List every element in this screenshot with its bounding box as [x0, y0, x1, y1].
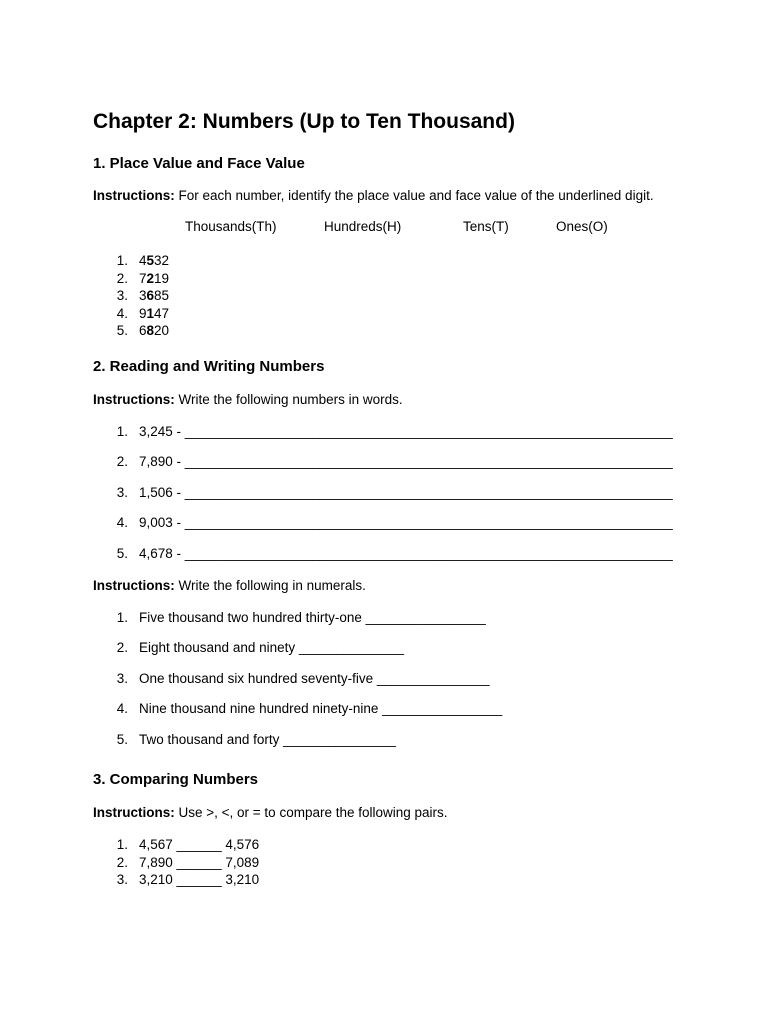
list-item: 3. 3685 [116, 288, 170, 304]
underlined-digit: 8 [146, 323, 155, 339]
compare-list [93, 836, 673, 889]
underlined-digit: 1 [146, 305, 155, 321]
section2-instructions [93, 391, 673, 408]
list-item: 2. 7,890 ______ 7,089 [116, 854, 260, 870]
list-item: 2. Eight thousand and ninety ______________ [116, 640, 404, 656]
list-item: 5. 4,678 - _________________________________________________________________ [116, 545, 673, 561]
column-ones: Ones(O) [556, 219, 608, 234]
instructions-label: Instructions: [93, 804, 175, 820]
section2-instructions-numerals [93, 577, 673, 594]
column-tens: Tens(T) [463, 219, 509, 234]
underlined-digit: 6 [146, 288, 155, 304]
numerals-list [93, 609, 673, 748]
section3-heading: 3. Comparing Numbers [93, 770, 259, 788]
instructions-label: Instructions: [93, 391, 175, 407]
list-item: 1. 4,567 ______ 4,576 [116, 836, 260, 852]
list-item: 3. One thousand six hundred seventy-five _______________ [116, 670, 490, 686]
page-title: Chapter 2: Numbers (Up to Ten Thousand) [93, 110, 515, 133]
instructions-text: Use >, <, or = to compare the following pairs. [174, 804, 448, 820]
instructions-text: Write the following in numerals. [174, 577, 366, 593]
underlined-digit: 2 [146, 270, 155, 286]
list-item: 5. Two thousand and forty _______________ [116, 731, 396, 747]
section2-heading: 2. Reading and Writing Numbers [93, 357, 325, 375]
words-list [93, 423, 673, 562]
instructions-text: For each number, identify the place value and face value of the underlined digit. [174, 188, 654, 203]
section1-heading: 1. Place Value and Face Value [93, 155, 305, 172]
underlined-digit: 5 [146, 253, 155, 268]
list-item: 4. Nine thousand nine hundred ninety-nine ________________ [116, 701, 503, 717]
place-value-list [93, 252, 673, 340]
instructions-text: Write the following numbers in words. [174, 391, 403, 407]
column-thousands: Thousands(Th) [185, 219, 277, 234]
list-item: 3. 3,210 ______ 3,210 [116, 872, 260, 888]
list-item: 3. 1,506 - _________________________________________________________________ [116, 484, 673, 500]
column-hundreds: Hundreds(H) [324, 219, 402, 234]
list-item: 4. 9147 [116, 305, 170, 321]
list-item: 4. 9,003 - _________________________________________________________________ [116, 515, 673, 531]
instructions-label: Instructions: [93, 577, 175, 593]
worksheet-page [93, 108, 673, 889]
list-item: 2. 7,890 - _________________________________________________________________ [116, 454, 673, 470]
section1-instructions [93, 187, 673, 204]
list-item: 1. Five thousand two hundred thirty-one ________________ [116, 609, 486, 625]
section3-instructions [93, 804, 673, 821]
place-value-columns [93, 219, 673, 237]
list-item: 2. 7219 [116, 270, 170, 286]
instructions-label: Instructions: [93, 188, 175, 203]
list-item: 1. 3,245 - _________________________________________________________________ [116, 423, 673, 439]
list-item: 1. 4532 [116, 253, 170, 268]
list-item: 5. 6820 [116, 323, 170, 339]
